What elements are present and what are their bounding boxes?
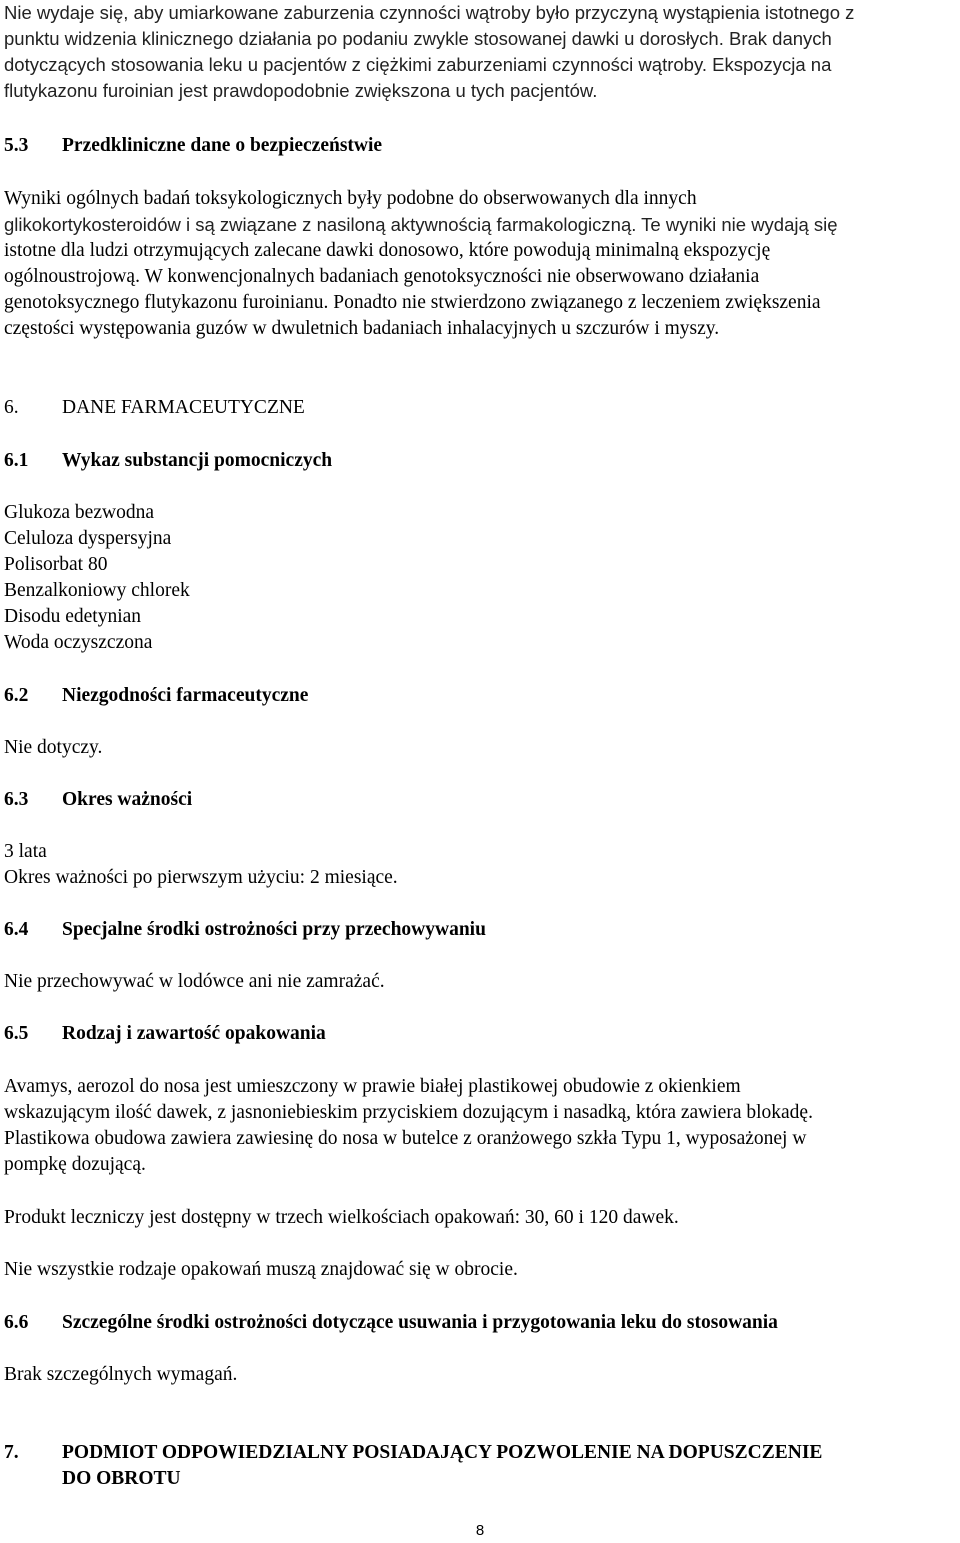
paragraph-line: ogólnoustrojową. W konwencjonalnych badaniach genotoksyczności nie obserwowano działania bbox=[4, 266, 760, 287]
excipient-item: Benzalkoniowy chlorek bbox=[4, 580, 190, 601]
section-title: Wykaz substancji pomocniczych bbox=[62, 450, 333, 471]
section-number: 6.2 bbox=[4, 685, 29, 706]
section-heading-7 bbox=[4, 1440, 822, 1466]
paragraph-line: Wyniki ogólnych badań toksykologicznych były podobne do obserwowanych dla innych bbox=[4, 188, 697, 209]
paragraph-line: pompkę dozującą. bbox=[4, 1154, 146, 1175]
page-number: 8 bbox=[475, 1522, 485, 1539]
paragraph-line: Nie dotyczy. bbox=[4, 737, 103, 758]
section-heading-6-1 bbox=[4, 448, 332, 474]
section-heading-6-3 bbox=[4, 787, 192, 813]
section-number: 7. bbox=[4, 1442, 19, 1463]
section-number: 6.4 bbox=[4, 919, 29, 940]
section-heading-6 bbox=[4, 395, 305, 421]
paragraph-line: istotne dla ludzi otrzymujących zalecane dawki donosowo, które powodują minimalną ekspozycję bbox=[4, 240, 771, 261]
paragraph-line: Okres ważności po pierwszym użyciu: 2 miesiące. bbox=[4, 867, 398, 888]
excipient-item: Woda oczyszczona bbox=[4, 632, 153, 653]
paragraph-line: Avamys, aerozol do nosa jest umieszczony w prawie białej plastikowej obudowie z okienkiem bbox=[4, 1076, 741, 1097]
intro-line: flutykazonu furoinian jest prawdopodobnie zwiększona u tych pacjentów. bbox=[4, 80, 598, 101]
section-title: PODMIOT ODPOWIEDZIALNY POSIADAJĄCY POZWOLENIE NA DOPUSZCZENIE bbox=[62, 1442, 823, 1463]
paragraph-line: genotoksycznego flutykazonu furoinianu. Ponadto nie stwierdzono związanego z leczeniem zwiększenia bbox=[4, 292, 821, 313]
paragraph-line: glikokortykosteroidów i są związane z nasiloną aktywnością farmakologiczną. Te wyniki nie wydają się bbox=[4, 214, 838, 235]
section-title: Szczególne środki ostrożności dotyczące usuwania i przygotowania leku do stosowania bbox=[62, 1312, 778, 1333]
section-title: Niezgodności farmaceutyczne bbox=[62, 685, 309, 706]
section-heading-6-5 bbox=[4, 1021, 326, 1047]
section-number: 5.3 bbox=[4, 135, 29, 156]
section-heading-6-4 bbox=[4, 917, 486, 943]
intro-line: dotyczących stosowania leku u pacjentów z ciężkimi zaburzeniami czynności wątroby. Ekspozycja na bbox=[4, 54, 832, 75]
excipient-item: Celuloza dyspersyjna bbox=[4, 528, 172, 549]
section-title: Specjalne środki ostrożności przy przechowywaniu bbox=[62, 919, 486, 940]
section-title-continuation: DO OBROTU bbox=[62, 1468, 181, 1489]
excipient-item: Polisorbat 80 bbox=[4, 554, 108, 575]
paragraph-line: częstości występowania guzów w dwuletnich badaniach inhalacyjnych u szczurów i myszy. bbox=[4, 318, 720, 339]
section-number: 6. bbox=[4, 397, 19, 418]
paragraph-line: Nie przechowywać w lodówce ani nie zamrażać. bbox=[4, 971, 385, 992]
section-number: 6.6 bbox=[4, 1312, 29, 1333]
paragraph-line: 3 lata bbox=[4, 841, 47, 862]
paragraph-line: Nie wszystkie rodzaje opakowań muszą znajdować się w obrocie. bbox=[4, 1259, 518, 1280]
section-heading-6-2 bbox=[4, 683, 308, 709]
section-number: 6.1 bbox=[4, 450, 29, 471]
intro-line: punktu widzenia klinicznego działania po podaniu zwykle stosowanej dawki u dorosłych. Brak danych bbox=[4, 28, 832, 49]
section-title: Okres ważności bbox=[62, 789, 193, 810]
paragraph-line: Produkt leczniczy jest dostępny w trzech wielkościach opakowań: 30, 60 i 120 dawek. bbox=[4, 1207, 679, 1228]
excipient-item: Glukoza bezwodna bbox=[4, 502, 154, 523]
section-heading-6-6 bbox=[4, 1310, 778, 1336]
excipient-item: Disodu edetynian bbox=[4, 606, 142, 627]
section-title: DANE FARMACEUTYCZNE bbox=[62, 397, 305, 418]
section-number: 6.5 bbox=[4, 1023, 29, 1044]
paragraph-line: wskazującym ilość dawek, z jasnoniebieskim przyciskiem dozującym i nasadką, która zawiera blokadę. bbox=[4, 1102, 813, 1123]
section-heading-5-3 bbox=[4, 133, 382, 159]
paragraph-line: Brak szczególnych wymagań. bbox=[4, 1364, 238, 1385]
section-title: Przedkliniczne dane o bezpieczeństwie bbox=[62, 135, 383, 156]
section-title: Rodzaj i zawartość opakowania bbox=[62, 1023, 326, 1044]
section-number: 6.3 bbox=[4, 789, 29, 810]
intro-line: Nie wydaje się, aby umiarkowane zaburzenia czynności wątroby było przyczyną wystąpienia istotnego z bbox=[4, 2, 855, 23]
paragraph-line: Plastikowa obudowa zawiera zawiesinę do nosa w butelce z oranżowego szkła Typu 1, wyposażonej w bbox=[4, 1128, 807, 1149]
